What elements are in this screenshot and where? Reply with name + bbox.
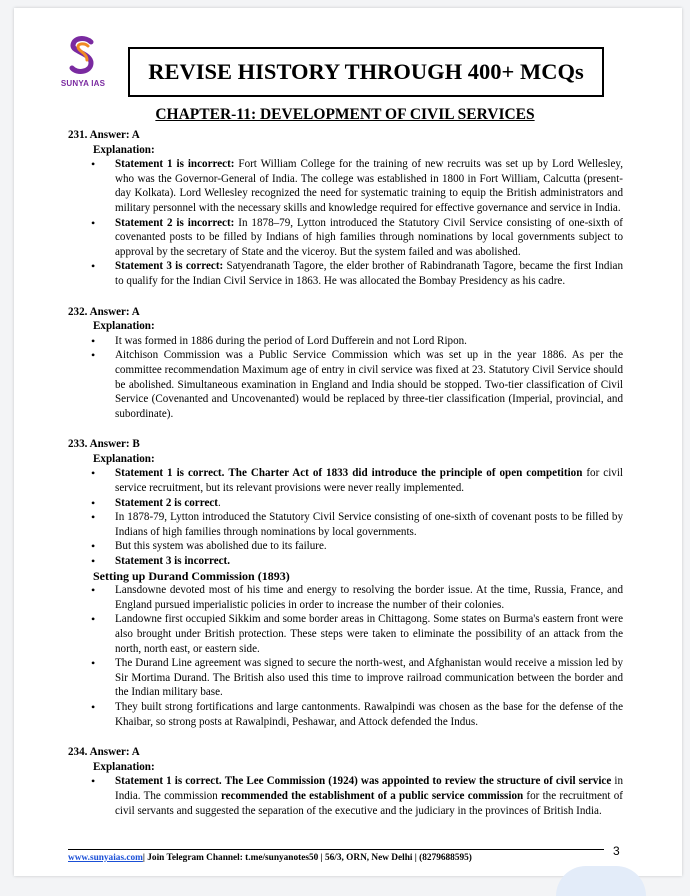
list-item: • Statement 1 is correct. The Charter Act of 1833 did introduce the principle of open competition for civil service recruitment, but its relevant provisions were never really implemented. [68,466,623,495]
list-item: • Statement 1 is correct. The Lee Commission (1924) was appointed to review the structure of civil service in India. The commission recommended the establishment of a public service commission for the recruitment of civil servants and suggested the separation of the executive and the judiciary in the provinces of British India. [68,774,623,818]
floating-widget [556,866,646,896]
list-item: • Lansdowne devoted most of his time and energy to resolving the border issue. At the time, Russia, France, and England pursued imperialistic policies in order to increase the number of their colonies. [68,583,623,612]
answer-heading-234: 234. Answer: A [68,746,140,759]
explanation-label-231: Explanation: [93,143,155,156]
explanation-list-231 [68,157,623,288]
list-item: • But this system was abolished due to its failure. [68,539,623,554]
website-link[interactable]: www.sunyaias.com [68,853,143,863]
logo-s-icon [67,36,97,76]
explanation-list-234 [68,774,623,818]
answers-content [68,128,623,818]
list-item: • Statement 3 is incorrect. [68,554,623,569]
list-item: • In 1878-79, Lytton introduced the Statutory Civil Service consisting of one-sixth of covenant posts to be filled by Indians of high families through nominations by local governments. [68,510,623,539]
list-item: • They built strong fortifications and large cantonments. Rawalpindi was chosen as the base for the defense of the Khaibar, so strong posts at Rawalpindi, Peshawar, and Attock defended the Indus. [68,700,623,729]
list-item: • Statement 2 is correct. [68,496,623,511]
durand-commission-subheading: Setting up Durand Commission (1893) [93,568,290,583]
page-title: REVISE HISTORY THROUGH 400+ MCQs [128,47,604,97]
explanation-label-232: Explanation: [93,320,155,333]
explanation-list-232 [68,334,623,422]
list-item: • It was formed in 1886 during the period of Lord Dufferein and not Lord Ripon. [68,334,623,349]
answer-heading-231: 231. Answer: A [68,129,140,141]
explanation-label-234: Explanation: [93,760,155,773]
list-item: • Statement 1 is incorrect: Fort William College for the training of new recruits was set up by Lord Wellesley, who was the Governor-General of India. The college was established in 1800 in Fort William, Calcutta (present-day Kolkata). Lord Wellesley recognized the need for systematic training to equip the British administrators and military personnel with the necessary skills and knowledge required for effective governance and service in India. [68,157,623,215]
answer-heading-232: 232. Answer: A [68,305,140,318]
chapter-heading: CHAPTER-11: DEVELOPMENT OF CIVIL SERVICES [155,106,535,123]
explanation-list-233 [68,466,623,568]
explanation-label-233: Explanation: [93,452,155,465]
footer [68,853,472,863]
list-item: • The Durand Line agreement was signed to secure the north-west, and Afghanistan would receive a mission led by Sir Mortima Durand. The British also used this time to improve railroad communication between the border and the Indian military base. [68,656,623,700]
logo-text: SUNYA IAS [60,79,106,88]
list-item: • Landowne first occupied Sikkim and some border areas in Chittagong. Some states on Burma's eastern front were also brought under British protection. These steps were taken to eliminate the possibility of an attack from the north, north east, or eastern side. [68,612,623,656]
durand-list [68,583,623,729]
list-item: • Aitchison Commission was a Public Service Commission which was set up in the year 1886. As per the committee recommendation Maximum age of entry in civil service was fixed at 23. Statutory Civil Service should be abolished. Simultaneous examination in England and India should be stopped. Two-tier classification of Civil Service (Covenanted and Uncovenanted) would be replaced by three-tier classification (Imperial, provincial, and subordinate). [68,348,623,421]
list-item: • Statement 2 is incorrect: In 1878–79, Lytton introduced the Statutory Civil Service consisting of one-sixth of covenanted posts to be filled by Indians of high families through nominations by local governments subject to approval by the secretary of State and the viceroy. But the system failed and was abolished. [68,216,623,260]
footer-contact: | Join Telegram Channel: t.me/sunyanotes50 | 56/3, ORN, New Delhi | (8279688595) [142,853,472,863]
list-item: • Statement 3 is correct: Satyendranath Tagore, the elder brother of Rabindranath Tagore, became the first Indian to qualify for the Indian Civil Service in 1863. He was allocated the Bombay Presidency as his cadre. [68,259,623,288]
footer-divider [68,849,604,850]
answer-heading-233: 233. Answer: B [68,438,140,451]
page-number: 3 [613,844,620,858]
